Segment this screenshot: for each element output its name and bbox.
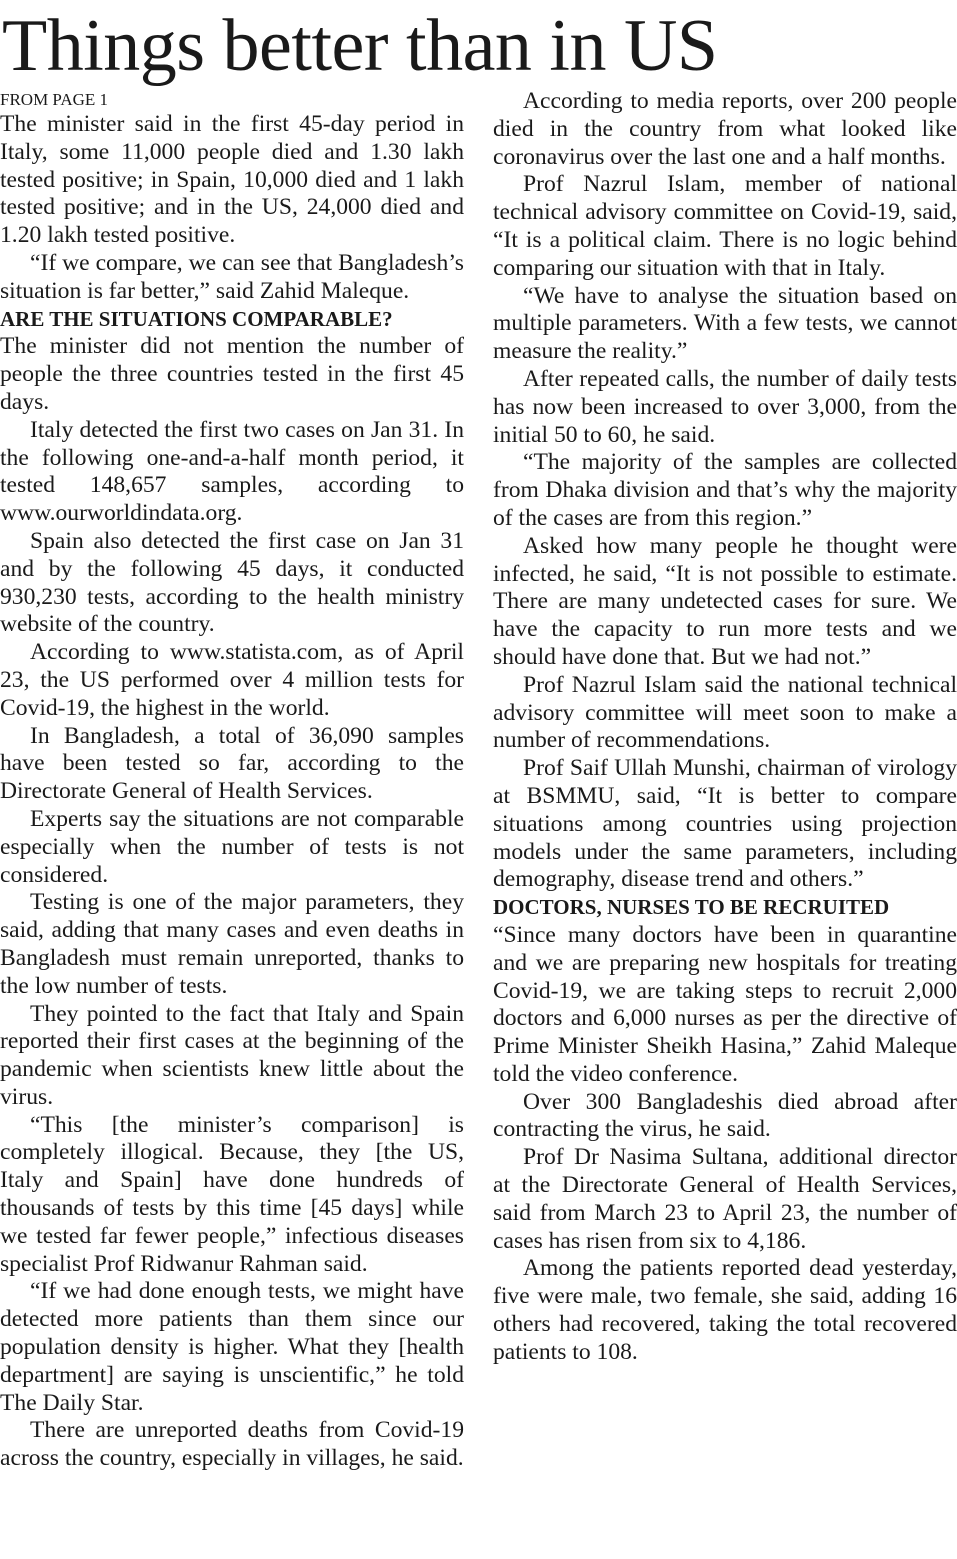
left-column xyxy=(0,88,464,1473)
paragraph: “If we had done enough tests, we might have detected more patients than them since our population density is higher. What they [health department] are saying is unscientific,” he told The Daily Star. xyxy=(0,1278,464,1416)
paragraph: Experts say the situations are not comparable especially when the number of tests is not considered. xyxy=(0,805,464,888)
paragraph: The minister said in the first 45-day period in Italy, some 11,000 people died and 1.30 lakh tested positive; in Spain, 10,000 died and 1 lakh tested positive; and in the US, 24,000 died and 1.20 lakh tested positive. xyxy=(0,111,464,249)
paragraph: According to media reports, over 200 people died in the country from what looked like coronavirus over the last one and a half months. xyxy=(493,88,957,170)
paragraph: Among the patients reported dead yesterday, five were male, two female, she said, adding 16 others had recovered, taking the total recovered patients to 108. xyxy=(493,1255,957,1365)
subheading: ARE THE SITUATIONS COMPARABLE? xyxy=(0,306,393,331)
paragraph: Prof Nazrul Islam, member of national technical advisory committee on Covid-19, said, “It is a political claim. There is no logic behind comparing our situation with that in Italy. xyxy=(493,171,957,281)
paragraph: Spain also detected the first case on Jan 31 and by the following 45 days, it conducted 930,230 tests, according to the health ministry website of the country. xyxy=(0,527,464,638)
paragraph: “This [the minister’s comparison] is completely illogical. Because, they [the US, Italy and Spain] have done hundreds of thousands of tests by this time [45 days] while we tested far fewer people,” infectious diseases specialist Prof Ridwanur Rahman said. xyxy=(0,1111,464,1277)
paragraph: After repeated calls, the number of daily tests has now been increased to over 3,000, from the initial 50 to 60, he said. xyxy=(493,365,957,448)
paragraph: There are unreported deaths from Covid-19 across the country, especially in villages, he said. xyxy=(0,1417,464,1472)
paragraph: Asked how many people he thought were infected, he said, “It is not possible to estimate. There are many undetected cases for sure. We have the capacity to run more tests and we should have done that. But we had not.” xyxy=(493,532,957,670)
right-column xyxy=(493,88,957,1367)
paragraph: “The majority of the samples are collected from Dhaka division and that’s why the majority of the cases are from this region.” xyxy=(493,449,957,531)
headline: Things better than in US xyxy=(2,5,718,87)
paragraph: Italy detected the first two cases on Jan 31. In the following one-and-a-half month period, it tested 148,657 samples, according to www.ourworldindata.org. xyxy=(0,416,464,527)
paragraph: Prof Saif Ullah Munshi, chairman of virology at BSMMU, said, “It is better to compare situations among countries using projection models under the same parameters, including demography, disease trend and others.” xyxy=(493,755,957,893)
paragraph: Over 300 Bangladeshis died abroad after contracting the virus, he said. xyxy=(493,1088,957,1143)
paragraph: “If we compare, we can see that Bangladesh’s situation is far better,” said Zahid Maleque. xyxy=(0,249,464,304)
paragraph: According to www.statista.com, as of April 23, the US performed over 4 million tests for Covid-19, the highest in the world. xyxy=(0,639,464,721)
paragraph: The minister did not mention the number of people the three countries tested in the first 45 days. xyxy=(0,333,464,415)
continued-from-kicker: FROM PAGE 1 xyxy=(0,90,109,109)
paragraph: “We have to analyse the situation based on multiple parameters. With a few tests, we cannot measure the reality.” xyxy=(493,282,957,365)
paragraph: “Since many doctors have been in quarantine and we are preparing new hospitals for treating Covid-19, we are taking steps to recruit 2,000 doctors and 6,000 nurses as per the directive of Prime Minister Sheikh Hasina,” Zahid Maleque told the video conference. xyxy=(493,921,957,1087)
subheading: DOCTORS, NURSES TO BE RECRUITED xyxy=(493,895,890,920)
paragraph: Prof Dr Nasima Sultana, additional director at the Directorate General of Health Services, said from March 23 to April 23, the number of cases has risen from six to 4,186. xyxy=(493,1144,957,1254)
paragraph: Prof Nazrul Islam said the national technical advisory committee will meet soon to make a number of recommendations. xyxy=(493,671,957,754)
paragraph: They pointed to the fact that Italy and Spain reported their first cases at the beginning of the pandemic when scientists knew little about the virus. xyxy=(0,1000,464,1110)
paragraph: In Bangladesh, a total of 36,090 samples have been tested so far, according to the Directorate General of Health Services. xyxy=(0,722,464,805)
paragraph: Testing is one of the major parameters, they said, adding that many cases and even deaths in Bangladesh must remain unreported, thanks to the low number of tests. xyxy=(0,889,464,999)
